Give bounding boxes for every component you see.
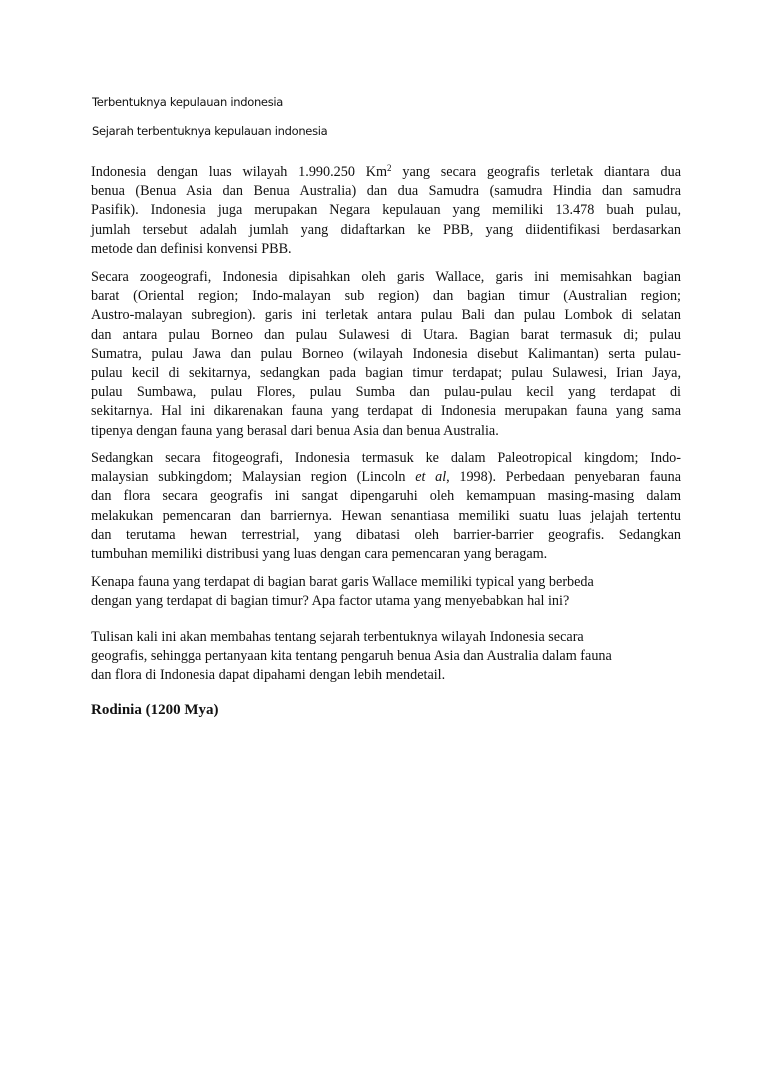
paragraph-line: geografis, sehingga pertanyaan kita tentang pengaruh benua Asia dan Australia dalam fauna (91, 648, 612, 665)
paragraph-purpose (91, 628, 681, 686)
paragraph-line: benua (Benua Asia dan Benua Australia) dan dua Samudra (samudra Hindia dan samudra (91, 183, 681, 200)
paragraph-line: jumlah tersebut adalah jumlah yang didaftarkan ke PBB, yang diidentifikasi berdasarkan (91, 221, 681, 238)
document-title: Terbentuknya kepulauan indonesia (92, 95, 284, 109)
document-subtitle: Sejarah terbentuknya kepulauan indonesia (92, 124, 328, 138)
paragraph-phytogeography (91, 449, 681, 564)
section-heading: Rodinia (1200 Mya) (91, 702, 219, 718)
paragraph-line: pulau kecil di sekitarnya, sedangkan pada bagian timur terdapat; pulau Sulawesi, Irian Jaya, (91, 365, 681, 382)
paragraph-line: barat (Oriental region; Indo-malayan sub region) dan bagian timur (Australian region; (91, 288, 681, 305)
paragraph-line: Tulisan kali ini akan membahas tentang sejarah terbentuknya wilayah Indonesia secara (91, 629, 584, 645)
paragraph-line: Secara zoogeografi, Indonesia dipisahkan oleh garis Wallace, garis ini memisahkan bagian (91, 269, 681, 285)
paragraph-line: Sumatra, pulau Jawa dan pulau Borneo (wilayah Indonesia disebut Kalimantan) serta pulau- (91, 345, 681, 362)
paragraph-line: melakukan pemencaran dan barriernya. Hewan senantiasa memiliki suatu luas jelajah tertentu (91, 507, 681, 524)
paragraph-line: dengan yang terdapat di bagian timur? Apa factor utama yang menyebabkan hal ini? (91, 593, 570, 610)
paragraph-line: Sedangkan secara fitogeografi, Indonesia termasuk ke dalam Paleotropical kingdom; Indo- (91, 450, 681, 466)
paragraph-line: malaysian subkingdom; Malaysian region (Lincoln et al, 1998). Perbedaan penyebaran fauna (91, 469, 682, 486)
paragraph-line: Austro-malayan subregion). garis ini terletak antara pulau Bali dan pulau Lombok di selatan (91, 307, 681, 324)
paragraph-line: dan terutama hewan terrestrial, yang dibatasi oleh barrier-barrier geografis. Sedangkan (91, 526, 681, 543)
paragraph-line: Pasifik). Indonesia juga merupakan Negara kepulauan yang memiliki 13.478 buah pulau, (91, 202, 681, 219)
paragraph-question (91, 573, 681, 611)
paragraph-line: tumbuhan memiliki distribusi yang luas dengan cara pemencaran yang beragam. (91, 546, 548, 563)
paragraph-line: dan flora di Indonesia dapat dipahami dengan lebih mendetail. (91, 667, 446, 684)
paragraph-zoogeography (91, 268, 681, 441)
paragraph-line: dan flora secara geografis ini sangat dipengaruhi oleh kemampuan masing-masing dalam (91, 488, 681, 505)
paragraph-line: metode dan definisi konvensi PBB. (91, 240, 292, 257)
paragraph-line: pulau Sumbawa, pulau Flores, pulau Sumba dan pulau-pulau kecil yang terdapat di (91, 384, 681, 401)
paragraph-line: dan antara pulau Borneo dan pulau Sulawesi di Utara. Bagian barat termasuk di; pulau (91, 326, 681, 343)
paragraph-line: sekitarnya. Hal ini dikarenakan fauna yang terdapat di Indonesia merupakan fauna yang sama (91, 403, 681, 420)
paragraph-intro (91, 159, 681, 259)
paragraph-line: Indonesia dengan luas wilayah 1.990.250 Km$^2$ yang secara geografis terletak diantara dua (91, 163, 681, 180)
paragraph-line: Kenapa fauna yang terdapat di bagian barat garis Wallace memiliki typical yang berbeda (91, 574, 594, 590)
paragraph-line: tipenya dengan fauna yang berasal dari benua Asia dan benua Australia. (91, 422, 499, 439)
